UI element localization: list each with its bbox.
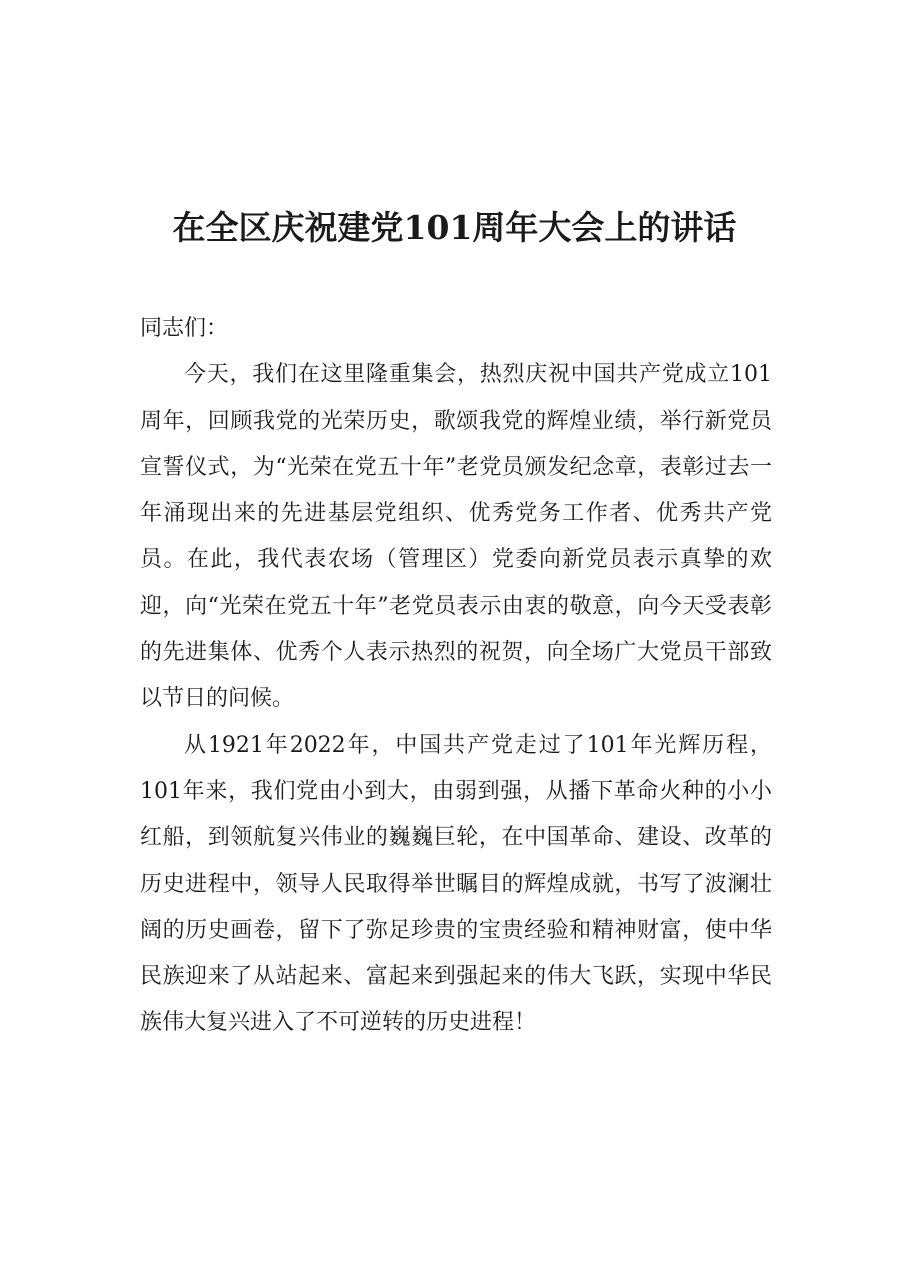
document-title: 在全区庆祝建党101周年大会上的讲话: [172, 208, 737, 248]
document-body: [140, 306, 772, 1047]
paragraph-1: 今天，我们在这里隆重集会，热烈庆祝中国共产党成立101周年，回顾我党的光荣历史，歌颂我党的辉煌业绩，举行新党员宣誓仪式，为“光荣在党五十年”老党员颁发纪念章，表彰过去一年涌现出来的先进基层党组织、优秀党务工作者、优秀共产党员。在此，我代表农场（管理区）党委向新党员表示真挚的欢迎，向“光荣在党五十年”老党员表示由衷的敬意，向今天受表彰的先进集体、优秀个人表示热烈的祝贺，向全场广大党员干部致以节日的问候。: [140, 362, 772, 712]
salutation: 同志们：: [140, 316, 229, 341]
paragraph-2: 从1921年2022年，中国共产党走过了101年光辉历程，101年来，我们党由小到大，由弱到强，从播下革命火种的小小红船，到领航复兴伟业的巍巍巨轮，在中国革命、建设、改革的历史进程中，领导人民取得举世瞩目的辉煌成就，书写了波澜壮阔的历史画卷，留下了弥足珍贵的宝贵经验和精神财富，使中华民族迎来了从站起来、富起来到强起来的伟大飞跃，实现中华民族伟大复兴进入了不可逆转的历史进程！: [140, 732, 772, 1036]
